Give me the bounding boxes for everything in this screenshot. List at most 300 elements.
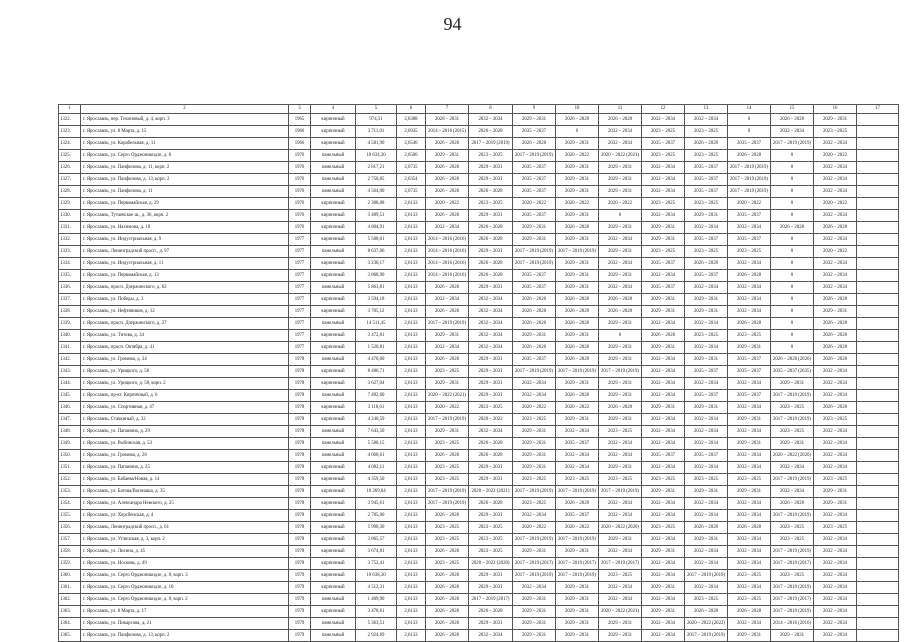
table-cell-empty — [857, 330, 899, 342]
table-cell: 2020 – 2022 (2022) — [685, 618, 728, 630]
table-cell: 2032 – 2034 — [469, 318, 513, 330]
table-cell: 2032 – 2034 — [814, 534, 857, 546]
table-cell: 0 — [771, 330, 814, 342]
table-cell: 2032 – 2034 — [771, 486, 814, 498]
table-cell: 2029 – 2031 — [642, 606, 685, 618]
table-cell: 2,6133 — [397, 486, 426, 498]
table-cell: 2035 – 2037 — [728, 390, 771, 402]
table-cell: 2032 – 2034 — [599, 546, 642, 558]
table-row — [59, 378, 899, 390]
table-cell: 2029 – 2031 — [556, 330, 599, 342]
address-cell: г. Ярославль, ул. Панфилова, д. 11 — [81, 186, 289, 198]
table-cell: 2026 – 2028 — [556, 114, 599, 126]
table-row — [59, 330, 899, 342]
column-header: 10 — [556, 105, 599, 114]
row-number-cell: 1322. — [59, 114, 81, 126]
table-cell: 2,6133 — [397, 558, 426, 570]
table-cell: 2032 – 2034 — [814, 582, 857, 594]
table-cell: 1966 — [289, 126, 311, 138]
row-number-cell: 1350. — [59, 450, 81, 462]
table-cell: 2026 – 2028 — [814, 354, 857, 366]
table-cell: 0 — [771, 186, 814, 198]
table-cell: 2032 – 2034 — [642, 594, 685, 606]
table-cell: 2032 – 2034 — [599, 594, 642, 606]
table-cell: 2020 – 2022 — [426, 402, 469, 414]
table-cell: 2026 – 2028 — [426, 594, 469, 606]
table-cell: 2026 – 2028 — [814, 402, 857, 414]
table-row — [59, 162, 899, 174]
table-cell: 2026 – 2028 — [556, 318, 599, 330]
table-cell: 2029 – 2031 — [513, 438, 556, 450]
table-cell: 2017 – 2019 (2019) — [556, 570, 599, 582]
table-cell: 1 520,81 — [356, 342, 397, 354]
table-cell: 2,6133 — [397, 270, 426, 282]
table-row — [59, 582, 899, 594]
table-cell: 2026 – 2028 — [771, 498, 814, 510]
table-cell-empty — [857, 486, 899, 498]
table-cell: 1979 — [289, 618, 311, 630]
table-cell: 2026 – 2028 — [469, 126, 513, 138]
table-cell: кирпичный — [311, 462, 356, 474]
column-header: 4 — [311, 105, 356, 114]
table-cell: 3 945,61 — [356, 498, 397, 510]
table-cell: 2032 – 2034 — [469, 426, 513, 438]
table-cell: 2032 – 2034 — [814, 606, 857, 618]
table-cell: 2032 – 2034 — [728, 534, 771, 546]
table-cell: 1976 — [289, 186, 311, 198]
table-cell: 2032 – 2034 — [556, 450, 599, 462]
table-cell: 2035 – 2037 — [685, 186, 728, 198]
table-cell: 2029 – 2031 — [556, 630, 599, 642]
table-cell-empty — [857, 150, 899, 162]
table-cell: 2032 – 2034 — [728, 546, 771, 558]
table-cell: 2017 – 2019 (2019) — [426, 414, 469, 426]
table-cell: 2032 – 2034 — [814, 390, 857, 402]
row-number-cell: 1347. — [59, 414, 81, 426]
table-cell: 2026 – 2028 — [513, 306, 556, 318]
table-cell-empty — [857, 438, 899, 450]
table-cell: кирпичный — [311, 258, 356, 270]
table-cell: 2017 – 2019 (2017) — [469, 594, 513, 606]
table-cell: 2023 – 2025 — [642, 150, 685, 162]
table-cell: 2023 – 2025 — [513, 414, 556, 426]
table-cell: кирпичный — [311, 486, 356, 498]
table-cell: 2029 – 2031 — [469, 390, 513, 402]
table-cell: 2029 – 2031 — [599, 414, 642, 426]
table-cell-empty — [857, 426, 899, 438]
table-cell: 2020 – 2022 — [814, 246, 857, 258]
table-cell: 3 711,01 — [356, 126, 397, 138]
table-cell: 1978 — [289, 510, 311, 522]
table-cell: 2,6735 — [397, 186, 426, 198]
address-cell: г. Ярославль, пер. Тихоновый, д. 4, корп. 3 — [81, 114, 289, 126]
table-cell: 2032 – 2034 — [685, 342, 728, 354]
table-cell: 2026 – 2028 — [556, 342, 599, 354]
address-cell: г. Ярославль, ул. Корабельная, д. 11 — [81, 138, 289, 150]
address-cell: г. Ярославль, ул. Серго Орджоникидзе, д. 8 — [81, 150, 289, 162]
table-row — [59, 414, 899, 426]
table-cell: 2035 – 2037 — [556, 510, 599, 522]
address-cell: г. Ярославль, ул. Хорсбенская, д. 4 — [81, 510, 289, 522]
table-cell: 2026 – 2028 — [728, 606, 771, 618]
table-cell-empty — [857, 162, 899, 174]
table-cell: 2023 – 2025 — [556, 474, 599, 486]
table-cell: панельный — [311, 354, 356, 366]
table-cell: 1978 — [289, 462, 311, 474]
table-cell: 0 — [771, 246, 814, 258]
table-row — [59, 198, 899, 210]
table-cell: 2032 – 2034 — [426, 222, 469, 234]
table-cell: 0 — [599, 330, 642, 342]
table-cell: 2017 – 2019 (2019) — [771, 474, 814, 486]
table-cell: 2026 – 2028 — [426, 354, 469, 366]
table-cell: 0 — [771, 342, 814, 354]
table-cell: 2026 – 2028 — [814, 222, 857, 234]
table-cell: панельный — [311, 450, 356, 462]
table-cell: 2032 – 2034 — [513, 510, 556, 522]
table-cell: кирпичный — [311, 234, 356, 246]
table-cell: 2 750,85 — [356, 174, 397, 186]
table-cell: 2029 – 2031 — [469, 246, 513, 258]
table-cell: 2026 – 2028 — [728, 150, 771, 162]
table-cell: 2029 – 2031 — [513, 114, 556, 126]
table-cell: 2020 – 2022 — [426, 198, 469, 210]
table-cell: 2023 – 2025 — [469, 546, 513, 558]
address-cell: г. Ярославль, Стачкиный, д. 32 — [81, 414, 289, 426]
table-cell: 2032 – 2034 — [642, 414, 685, 426]
table-cell-empty — [857, 126, 899, 138]
row-number-cell: 1332. — [59, 234, 81, 246]
table-cell: 2026 – 2028 — [556, 222, 599, 234]
table-cell: 2032 – 2034 — [642, 570, 685, 582]
table-cell: 2026 – 2028 — [469, 222, 513, 234]
address-cell: г. Ярославль, ул. Серго Орджоникидзе, д. 8, корп. 2 — [81, 594, 289, 606]
table-cell: 2029 – 2031 — [513, 234, 556, 246]
table-cell: кирпичный — [311, 366, 356, 378]
table-cell-empty — [857, 378, 899, 390]
table-cell: 2032 – 2034 — [642, 510, 685, 522]
table-cell: 2032 – 2034 — [685, 282, 728, 294]
table-row — [59, 402, 899, 414]
address-cell: г. Ярославль, ул. Папанина, д. 29 — [81, 426, 289, 438]
table-cell: 2026 – 2028 — [599, 294, 642, 306]
table-cell: 2,6133 — [397, 510, 426, 522]
table-cell: кирпичный — [311, 582, 356, 594]
table-cell-empty — [857, 402, 899, 414]
table-cell: 2032 – 2034 — [642, 186, 685, 198]
table-cell: 2032 – 2034 — [685, 558, 728, 570]
table-cell: 7 482,60 — [356, 390, 397, 402]
table-cell: 2020 – 2022 (2021) — [426, 390, 469, 402]
table-cell: 2020 – 2022 — [814, 150, 857, 162]
table-cell: 2020 – 2022 — [814, 198, 857, 210]
row-number-cell: 1363. — [59, 606, 81, 618]
table-cell: 10 638,30 — [356, 570, 397, 582]
table-cell: 2026 – 2028 — [426, 570, 469, 582]
table-cell: 2023 – 2025 — [771, 534, 814, 546]
table-cell: кирпичный — [311, 342, 356, 354]
row-number-cell: 1343. — [59, 366, 81, 378]
table-cell: 2029 – 2031 — [469, 510, 513, 522]
table-cell: 2029 – 2031 — [556, 234, 599, 246]
table-row — [59, 438, 899, 450]
table-cell: кирпичный — [311, 114, 356, 126]
table-cell-empty — [857, 414, 899, 426]
table-cell: 2,6133 — [397, 438, 426, 450]
table-cell: 2029 – 2031 — [469, 162, 513, 174]
table-cell: 10 634,30 — [356, 150, 397, 162]
table-cell: 2017 – 2019 (2019) — [771, 138, 814, 150]
column-header: 2 — [81, 105, 289, 114]
row-number-cell: 1338. — [59, 306, 81, 318]
table-cell: 2017 – 2019 (2019) — [771, 546, 814, 558]
table-cell: 2020 – 2022 — [513, 522, 556, 534]
address-cell: г. Ярославль, Ленинградский просп., д. 97 — [81, 246, 289, 258]
table-cell: 2029 – 2031 — [599, 246, 642, 258]
table-cell: 5 580,15 — [356, 438, 397, 450]
address-cell: г. Ярославль, Ленинградский просп., д. 61 — [81, 522, 289, 534]
table-cell: 2020 – 2022 (2020) — [771, 450, 814, 462]
table-cell: 2032 – 2034 — [599, 258, 642, 270]
table-cell: 2029 – 2031 — [513, 330, 556, 342]
table-row — [59, 618, 899, 630]
column-header: 17 — [857, 105, 899, 114]
table-cell: 4 581,90 — [356, 138, 397, 150]
table-cell-empty — [857, 450, 899, 462]
table-cell: 2026 – 2028 — [426, 606, 469, 618]
table-cell: 2017 – 2019 (2019) — [513, 534, 556, 546]
table-cell: 0 — [771, 150, 814, 162]
row-number-cell: 1355. — [59, 510, 81, 522]
table-cell: 2032 – 2034 — [814, 594, 857, 606]
table-cell: 2026 – 2028 — [642, 330, 685, 342]
table-cell: 2035 – 2037 — [642, 258, 685, 270]
table-cell: 2023 – 2025 — [685, 330, 728, 342]
table-cell: 2029 – 2031 — [556, 138, 599, 150]
table-cell: 2,6133 — [397, 354, 426, 366]
table-cell: 2035 – 2037 — [513, 162, 556, 174]
table-cell: 2020 – 2022 — [513, 198, 556, 210]
table-cell-empty — [857, 510, 899, 522]
table-cell: 4 804,91 — [356, 222, 397, 234]
table-cell: 2032 – 2034 — [814, 378, 857, 390]
table-cell: 2029 – 2031 — [599, 270, 642, 282]
table-row — [59, 234, 899, 246]
table-cell: 2029 – 2031 — [469, 354, 513, 366]
table-cell: 2032 – 2034 — [642, 630, 685, 642]
table-cell: 2017 – 2019 (2019) — [556, 366, 599, 378]
table-cell: панельный — [311, 318, 356, 330]
table-cell: 2017 – 2019 (2019) — [556, 534, 599, 546]
address-cell: г. Ярославль, ул. Победы, д. 3 — [81, 294, 289, 306]
table-cell: 1978 — [289, 450, 311, 462]
table-cell: 2029 – 2031 — [556, 258, 599, 270]
table-cell: 2029 – 2031 — [469, 174, 513, 186]
table-cell: 2029 – 2031 — [469, 366, 513, 378]
table-row — [59, 570, 899, 582]
column-header: 11 — [599, 105, 642, 114]
table-cell: 2020 – 2022 — [556, 522, 599, 534]
table-cell-empty — [857, 198, 899, 210]
table-cell: 2029 – 2031 — [513, 618, 556, 630]
table-cell: 2026 – 2028 — [469, 270, 513, 282]
table-cell: 5 990,30 — [356, 522, 397, 534]
table-cell: 2026 – 2028 — [426, 618, 469, 630]
table-cell: 2032 – 2034 — [685, 462, 728, 474]
address-cell: г. Ярославль, просп. Октября, д. 41 — [81, 342, 289, 354]
table-cell: 2026 – 2028 — [469, 498, 513, 510]
table-cell: 2026 – 2028 — [814, 330, 857, 342]
table-cell: 1979 — [289, 582, 311, 594]
table-cell: 2 785,00 — [356, 510, 397, 522]
table-cell: кирпичный — [311, 126, 356, 138]
table-cell: 2032 – 2034 — [728, 450, 771, 462]
table-cell: кирпичный — [311, 378, 356, 390]
table-cell: 2035 – 2037 — [685, 390, 728, 402]
table-cell: 2032 – 2034 — [814, 546, 857, 558]
table-cell: 1976 — [289, 162, 311, 174]
table-cell: 1977 — [289, 234, 311, 246]
table-cell: 2035 – 2037 — [685, 174, 728, 186]
table-cell: 2023 – 2025 — [426, 462, 469, 474]
table-cell: 2032 – 2034 — [469, 306, 513, 318]
table-cell: 2023 – 2025 — [513, 474, 556, 486]
table-cell-empty — [857, 558, 899, 570]
table-cell: 2,6133 — [397, 462, 426, 474]
table-cell: 2020 – 2022 — [556, 402, 599, 414]
table-cell: 2023 – 2025 — [599, 474, 642, 486]
table-cell: 2023 – 2025 — [599, 570, 642, 582]
table-cell: 2029 – 2031 — [685, 354, 728, 366]
table-cell: 1978 — [289, 366, 311, 378]
table-cell: 2029 – 2031 — [513, 594, 556, 606]
row-number-cell: 1324. — [59, 138, 81, 150]
table-cell: 2032 – 2034 — [599, 282, 642, 294]
table-cell: 2032 – 2034 — [771, 126, 814, 138]
column-header: 13 — [685, 105, 728, 114]
address-cell: г. Ярославль, ул. Индустриальная, д. 9 — [81, 234, 289, 246]
table-cell: 2026 – 2028 — [556, 294, 599, 306]
table-cell: 2035 – 2037 — [642, 138, 685, 150]
table-cell: 10 269,04 — [356, 486, 397, 498]
table-cell: 2032 – 2034 — [685, 414, 728, 426]
table-cell: 0 — [728, 114, 771, 126]
table-cell: 2029 – 2031 — [599, 462, 642, 474]
table-cell-empty — [857, 282, 899, 294]
table-cell: 2032 – 2034 — [685, 378, 728, 390]
table-row — [59, 150, 899, 162]
table-row — [59, 174, 899, 186]
table-cell: 4 470,60 — [356, 354, 397, 366]
table-cell: 2026 – 2028 — [814, 342, 857, 354]
table-cell: 2026 – 2028 — [513, 318, 556, 330]
table-cell: 2026 – 2028 — [556, 306, 599, 318]
row-number-cell: 1327. — [59, 174, 81, 186]
table-cell: 2,6133 — [397, 234, 426, 246]
table-cell: 2,6540 — [397, 138, 426, 150]
table-cell: панельный — [311, 246, 356, 258]
address-cell: г. Ярославль, ул. Батова/Вагонаша, д. 35 — [81, 486, 289, 498]
table-cell: 2029 – 2031 — [469, 618, 513, 630]
table-cell-empty — [857, 258, 899, 270]
table-cell: 2,6133 — [397, 606, 426, 618]
table-cell-empty — [857, 522, 899, 534]
row-number-cell: 1365. — [59, 630, 81, 642]
table-cell: 2026 – 2028 — [556, 354, 599, 366]
address-cell: г. Ярославль, ул. Титова, д. 34 — [81, 330, 289, 342]
table-cell: 2032 – 2034 — [642, 270, 685, 282]
table-cell: 2032 – 2034 — [814, 426, 857, 438]
table-cell: 2017 – 2019 (2019) — [599, 366, 642, 378]
table-cell: 0 — [771, 162, 814, 174]
table-cell: 4 564,00 — [356, 186, 397, 198]
table-cell: 2023 – 2025 — [814, 474, 857, 486]
table-cell: 0 — [771, 210, 814, 222]
table-cell: 2032 – 2034 — [814, 162, 857, 174]
table-cell: 2026 – 2028 (2026) — [771, 354, 814, 366]
row-number-cell: 1362. — [59, 594, 81, 606]
table-cell: 2014 – 2016 (2016) — [426, 246, 469, 258]
table-cell: 2023 – 2025 — [728, 594, 771, 606]
table-row — [59, 270, 899, 282]
table-cell: кирпичный — [311, 198, 356, 210]
table-row — [59, 186, 899, 198]
table-cell-empty — [857, 186, 899, 198]
table-cell: 2032 – 2034 — [728, 558, 771, 570]
row-number-cell: 1351. — [59, 462, 81, 474]
table-cell: кирпичный — [311, 210, 356, 222]
table-cell: 2029 – 2031 — [642, 402, 685, 414]
row-number-cell: 1352. — [59, 474, 81, 486]
table-cell: 2029 – 2031 — [599, 618, 642, 630]
table-cell: 2029 – 2031 — [814, 498, 857, 510]
row-number-cell: 1330. — [59, 210, 81, 222]
table-cell: 8 486,71 — [356, 366, 397, 378]
table-cell: 3 705,12 — [356, 306, 397, 318]
table-cell: 1976 — [289, 150, 311, 162]
table-cell: 2,6133 — [397, 474, 426, 486]
table-cell: панельный — [311, 162, 356, 174]
table-cell: 2017 – 2019 (2019) — [426, 318, 469, 330]
table-cell: 2032 – 2034 — [728, 498, 771, 510]
table-cell: 2026 – 2028 — [556, 390, 599, 402]
table-cell: 2032 – 2034 — [642, 534, 685, 546]
table-cell: 2017 – 2019 (2017) — [599, 558, 642, 570]
table-cell: 2017 – 2019 (2019) — [513, 150, 556, 162]
table-cell: 1977 — [289, 246, 311, 258]
table-cell: 2032 – 2034 — [642, 174, 685, 186]
table-cell: 2,6500 — [397, 150, 426, 162]
table-cell: 2023 – 2025 — [469, 198, 513, 210]
table-cell: 2023 – 2025 — [469, 150, 513, 162]
table-cell: 2032 – 2034 — [728, 282, 771, 294]
row-number-cell: 1328. — [59, 186, 81, 198]
table-row — [59, 258, 899, 270]
table-cell: 2023 – 2025 — [728, 330, 771, 342]
address-cell: г. Ярославль, ул. Угличская, д. 3, корп. 2 — [81, 534, 289, 546]
table-cell: 1976 — [289, 198, 311, 210]
table-cell: 2032 – 2034 — [728, 306, 771, 318]
table-cell: 2,6133 — [397, 582, 426, 594]
address-cell: г. Ярославль, ул. Урицкого, д. 58 — [81, 366, 289, 378]
table-cell: 1976 — [289, 174, 311, 186]
table-cell: 2020 – 2022 (2021) — [469, 486, 513, 498]
table-cell: 2032 – 2034 — [814, 258, 857, 270]
table-cell: 2017 – 2019 (2017) — [556, 558, 599, 570]
column-header: 5 — [356, 105, 397, 114]
table-cell: 2,6133 — [397, 222, 426, 234]
address-cell: г. Ярославль, ул. Бабаева/Новая, д. 14 — [81, 474, 289, 486]
